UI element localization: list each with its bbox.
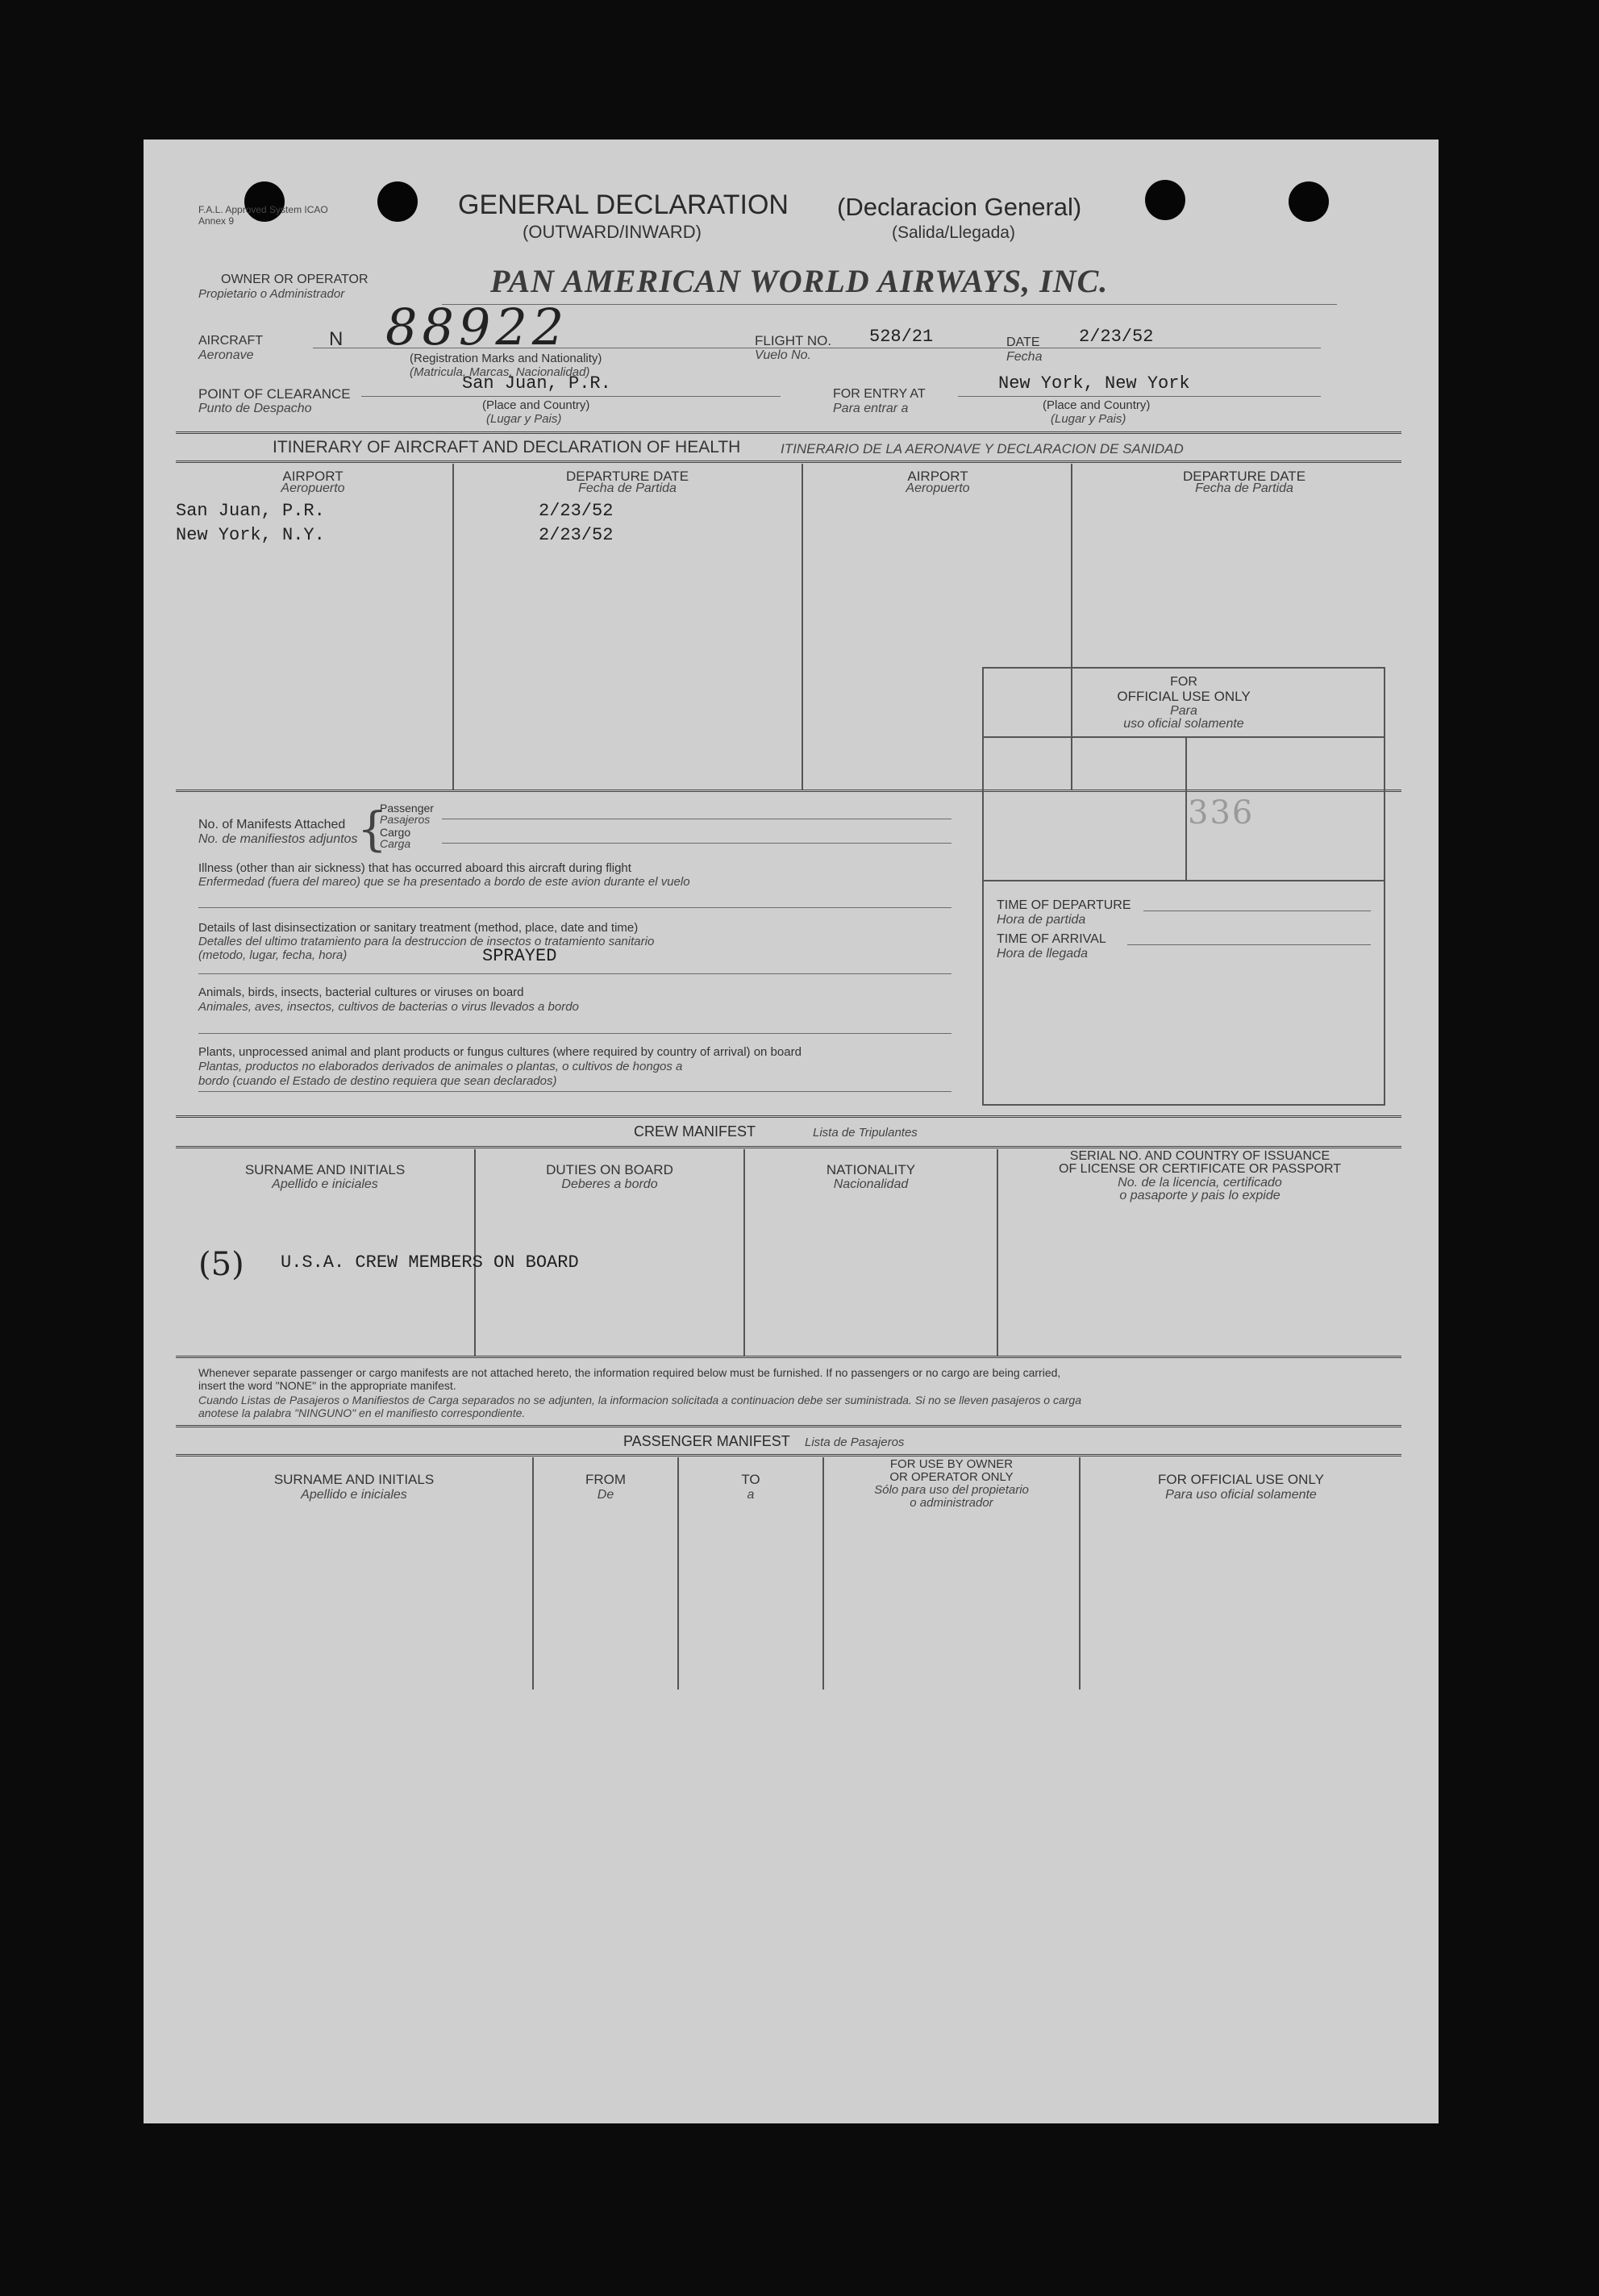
itinerary-col-airport-2-es: Aeropuerto <box>906 481 970 495</box>
passenger-col-owner-es: Sólo para uso del propietario <box>874 1483 1029 1497</box>
illness-line <box>198 907 951 908</box>
itinerary-header-rule <box>176 460 1401 465</box>
official-title-es-2: uso oficial solamente <box>1123 717 1244 731</box>
disinsect-label: Details of last disinsectization or sanitary treatment (method, place, date and time) <box>198 921 639 935</box>
crew-col-serial: SERIAL NO. AND COUNTRY OF ISSUANCE <box>1069 1149 1330 1163</box>
form-subtitle: (OUTWARD/INWARD) <box>523 222 702 242</box>
crew-col-surname: SURNAME AND INITIALS <box>244 1162 406 1177</box>
official-stamp-number: 336 <box>1188 794 1255 831</box>
manifests-passenger-es: Pasajeros <box>380 813 431 826</box>
plants-label-es: Plantas, productos no elaborados derivados de animales o plantas, o cultivos de hongos a <box>198 1060 683 1073</box>
itinerary-top-rule <box>176 431 1401 435</box>
passenger-title-es: Lista de Pasajeros <box>805 1436 905 1449</box>
manifests-cargo-es: Carga <box>380 837 411 850</box>
itinerary-col-departure-1-es: Fecha de Partida <box>578 481 677 495</box>
date-label-es: Fecha <box>1006 350 1043 364</box>
declaration-form <box>144 140 1439 2123</box>
passenger-col-surname: SURNAME AND INITIALS <box>273 1472 435 1487</box>
crew-divider <box>997 1149 998 1356</box>
itinerary-col-airport-1-es: Aeropuerto <box>281 481 345 495</box>
owner-label-es: Propietario o Administrador <box>198 287 345 301</box>
form-subtitle-es: (Salida/Llegada) <box>892 223 1015 242</box>
official-title: FOR <box>1170 675 1197 689</box>
crew-col-nationality-es: Nacionalidad <box>833 1177 909 1191</box>
passenger-divider <box>532 1457 534 1690</box>
punch-hole <box>377 181 418 222</box>
official-box-divider <box>984 736 1384 738</box>
passenger-divider <box>677 1457 679 1690</box>
passenger-col-owner: FOR USE BY OWNER <box>889 1457 1014 1471</box>
crew-count-value: 5 <box>210 1246 232 1283</box>
notice-text-2: insert the word "NONE" in the appropriate manifest. <box>198 1379 456 1392</box>
plants-line <box>198 1091 951 1092</box>
date-label: DATE <box>1006 335 1040 349</box>
time-departure-label: TIME OF DEPARTURE <box>997 898 1131 912</box>
aircraft-sub: (Registration Marks and Nationality) <box>410 352 602 365</box>
passenger-divider <box>822 1457 824 1690</box>
animals-label-es: Animales, aves, insectos, cultivos de bacterias o virus llevados a bordo <box>198 1000 579 1014</box>
passenger-col-owner-es-2: o administrador <box>910 1496 993 1510</box>
aircraft-registration: 88922 <box>385 298 569 356</box>
crew-col-duties-es: Deberes a bordo <box>561 1177 658 1191</box>
itinerary-date-1: 2/23/52 <box>539 501 614 521</box>
entry-sub-es: (Lugar y Pais) <box>1051 412 1126 426</box>
form-title-es: (Declaracion General) <box>837 193 1082 221</box>
crew-title-es: Lista de Tripulantes <box>813 1126 918 1140</box>
disinsect-label-es2: (metodo, lugar, fecha, hora) <box>198 948 348 962</box>
itinerary-col-departure-2: DEPARTURE DATE <box>1182 469 1306 484</box>
crew-col-surname-es: Apellido e iniciales <box>272 1177 378 1191</box>
itinerary-col-airport-1: AIRPORT <box>282 469 344 484</box>
clearance-label: POINT OF CLEARANCE <box>198 386 351 402</box>
clearance-label-es: Punto de Despacho <box>198 402 312 415</box>
itinerary-title: ITINERARY OF AIRCRAFT AND DECLARATION OF HEALTH <box>273 438 741 456</box>
time-departure-label-es: Hora de partida <box>997 913 1086 927</box>
notice-text-1: Whenever separate passenger or cargo manifests are not attached hereto, the information required below must be furnished. If no passengers or no cargo are being carried, <box>198 1366 1061 1379</box>
flight-label: FLIGHT NO. <box>755 333 832 348</box>
passenger-divider <box>1079 1457 1081 1690</box>
passenger-col-official-es: Para uso oficial solamente <box>1165 1488 1317 1502</box>
manifests-line <box>442 843 951 844</box>
illness-label-es: Enfermedad (fuera del mareo) que se ha presentado a bordo de este avion durante el vuelo <box>198 875 690 889</box>
crew-top-rule <box>176 1115 1401 1119</box>
aircraft-label: AIRCRAFT <box>198 334 263 348</box>
passenger-col-from: FROM <box>585 1472 627 1487</box>
operator-name: PAN AMERICAN WORLD AIRWAYS, INC. <box>490 263 1109 299</box>
manifests-label: No. of Manifests Attached <box>198 818 346 831</box>
flight-number: 528/21 <box>869 327 934 347</box>
crew-col-serial-es-2: o pasaporte y pais lo expide <box>1119 1189 1280 1202</box>
clearance-sub: (Place and Country) <box>482 398 590 412</box>
entry-line <box>958 396 1321 397</box>
flight-date: 2/23/52 <box>1079 327 1154 347</box>
clearance-line <box>361 396 781 397</box>
itinerary-title-es: ITINERARIO DE LA AERONAVE Y DECLARACION DE SANIDAD <box>781 441 1184 456</box>
itinerary-col-departure-2-es: Fecha de Partida <box>1195 481 1293 495</box>
aircraft-sub-es: (Matricula, Marcas, Nacionalidad) <box>410 365 590 379</box>
official-box-divider <box>984 880 1384 881</box>
crew-col-duties: DUTIES ON BOARD <box>546 1162 673 1177</box>
itinerary-col-departure-1: DEPARTURE DATE <box>565 469 689 484</box>
punch-hole <box>1289 181 1329 222</box>
itinerary-date-2: 2/23/52 <box>539 525 614 545</box>
official-box-divider <box>1185 736 1187 880</box>
crew-col-nationality: NATIONALITY <box>826 1162 916 1177</box>
owner-line <box>442 304 1337 305</box>
clearance-sub-es: (Lugar y Pais) <box>486 412 562 426</box>
notice-text-es-2: anotese la palabra "NINGUNO" en el manifiesto correspondiente. <box>198 1406 526 1419</box>
itinerary-divider <box>802 464 803 790</box>
illness-label: Illness (other than air sickness) that has occurred aboard this aircraft during flight <box>198 861 631 875</box>
passenger-col-to-es: a <box>747 1488 755 1502</box>
disinsect-label-es: Detalles del ultimo tratamiento para la destruccion de insectos o tratamiento sanitario <box>198 935 655 948</box>
aircraft-prefix: N <box>329 328 344 350</box>
passenger-col-to: TO <box>741 1472 760 1487</box>
animals-line <box>198 1033 951 1034</box>
plants-label-es2: bordo (cuando el Estado de destino requiera que sean declarados) <box>198 1074 557 1088</box>
approved-system-note: F.A.L. Approved System ICAO Annex 9 <box>198 204 328 227</box>
passenger-col-from-es: De <box>597 1488 614 1502</box>
itinerary-airport-1: San Juan, P.R. <box>176 501 325 521</box>
aircraft-label-es: Aeronave <box>198 348 254 362</box>
entry-label: FOR ENTRY AT <box>833 387 926 401</box>
time-arrival-label-es: Hora de llegada <box>997 947 1088 960</box>
manifests-label-es: No. de manifiestos adjuntos <box>198 832 358 846</box>
disinsect-line <box>198 973 951 974</box>
entry-label-es: Para entrar a <box>833 402 909 415</box>
punch-hole <box>1145 180 1185 220</box>
entry-sub: (Place and Country) <box>1043 398 1151 412</box>
time-arrival-line <box>1127 944 1371 945</box>
itinerary-divider <box>452 464 454 790</box>
official-title-es: Para <box>1170 704 1197 718</box>
notice-text-es-1: Cuando Listas de Pasajeros o Manifiestos de Carga separados no se adjunten, la informacion solicitada a continuacion debe ser suministrada. Si no se lleven pasajeros o carga <box>198 1394 1081 1406</box>
itinerary-airport-2: New York, N.Y. <box>176 525 325 545</box>
plants-label: Plants, unprocessed animal and plant products or fungus cultures (where required by country of arrival) on board <box>198 1045 802 1059</box>
manifests-brace: { <box>357 802 387 856</box>
passenger-title: PASSENGER MANIFEST <box>623 1433 790 1449</box>
passenger-col-owner-2: OR OPERATOR ONLY <box>889 1470 1014 1484</box>
crew-count: (5) <box>198 1246 244 1283</box>
official-use-box <box>982 667 1385 1106</box>
time-departure-line <box>1143 910 1371 911</box>
official-title-2: OFFICIAL USE ONLY <box>1117 689 1251 704</box>
crew-divider <box>743 1149 745 1356</box>
passenger-col-official: FOR OFFICIAL USE ONLY <box>1158 1472 1324 1487</box>
passenger-col-surname-es: Apellido e iniciales <box>301 1488 407 1502</box>
crew-bottom-rule <box>176 1356 1401 1360</box>
animals-label: Animals, birds, insects, bacterial cultures or viruses on board <box>198 985 524 999</box>
manifests-passenger: Passenger <box>380 802 434 815</box>
manifests-cargo: Cargo <box>380 826 411 839</box>
passenger-header-rule <box>176 1454 1401 1458</box>
crew-col-serial-es: No. de la licencia, certificado <box>1118 1176 1282 1190</box>
entry-value: New York, New York <box>998 373 1190 394</box>
time-arrival-label: TIME OF ARRIVAL <box>997 932 1106 946</box>
flight-label-es: Vuelo No. <box>755 348 811 362</box>
passenger-top-rule <box>176 1425 1401 1429</box>
crew-col-serial-2: OF LICENSE OR CERTIFICATE OR PASSPORT <box>1059 1162 1341 1176</box>
disinsect-value: SPRAYED <box>482 946 557 966</box>
form-title: GENERAL DECLARATION <box>458 190 789 220</box>
crew-title: CREW MANIFEST <box>634 1123 756 1140</box>
itinerary-col-airport-2: AIRPORT <box>907 469 968 484</box>
crew-entry: U.S.A. CREW MEMBERS ON BOARD <box>281 1252 579 1273</box>
clearance-value: San Juan, P.R. <box>462 373 611 394</box>
owner-label: OWNER OR OPERATOR <box>221 273 369 286</box>
